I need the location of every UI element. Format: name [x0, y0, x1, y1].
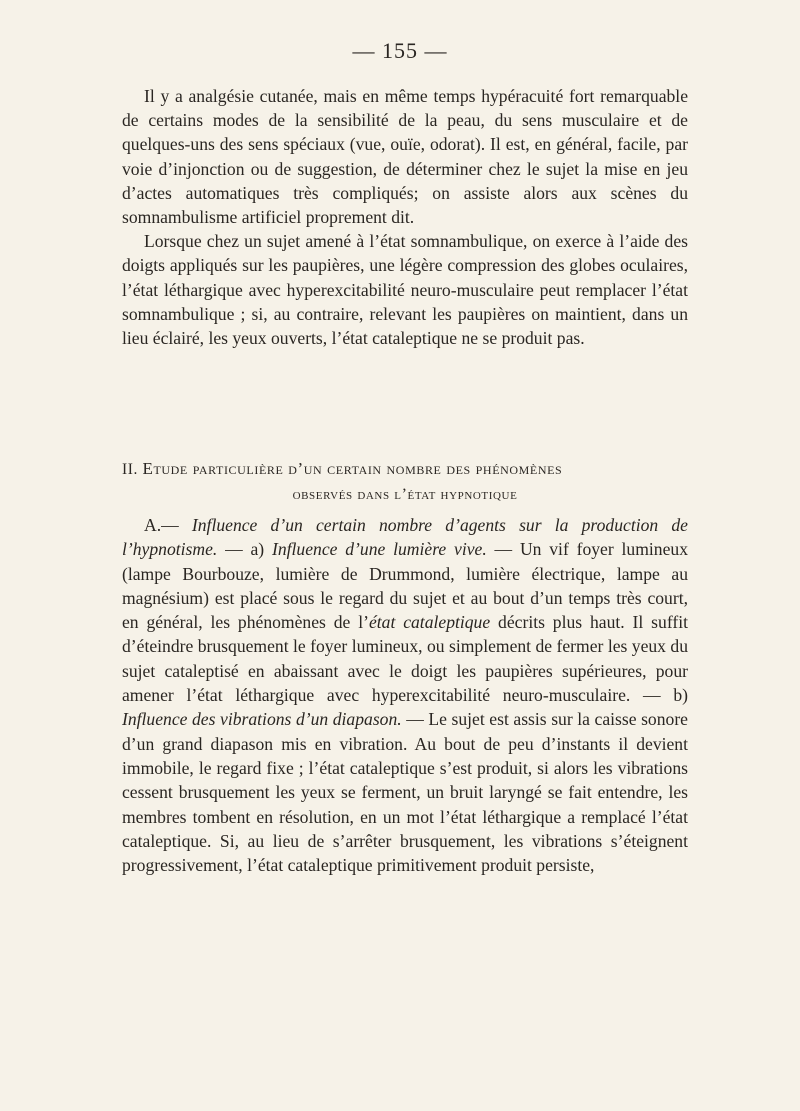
- sub-b-title: Influence des vibrations d’un diapason.: [122, 709, 402, 730]
- sub-b-text: — Le sujet est assis sur la caisse sonore d’un grand diapason mis en vibration. Au bout de peu d’instants il devient immobile, le regard fixe ; l’état cataleptique s’est produit, si alors les vibrations cessent brusquement les yeux se ferment, un bruit laryngé se fait entendre, les membres tombent en résolution, en un mot l’état léthargique a remplacé l’état cataleptique. Si, au lieu de s’arrêter brusquement, les vibrations s’éteignent progressivement, l’état cataleptique primitivement produit persiste,: [122, 709, 688, 876]
- sub-a-label: — a): [225, 539, 265, 560]
- section-title-line1: Etude particulière d’un certain nombre des phénomènes: [142, 459, 563, 478]
- section-number: II.: [122, 461, 138, 478]
- page-number: — 155 —: [352, 38, 448, 63]
- sub-b-label: b): [673, 685, 689, 706]
- sub-a-text: — Un vif foyer lumineux (lampe Bourbouze, lumière de Drummond, lumière électrique, lampe au magnésium) est placé sous le regard du sujet et au bout d’un temps très court, en général, les phénomènes de l’: [122, 539, 688, 633]
- section-heading-line1: [122, 456, 688, 482]
- body-section: [122, 513, 688, 877]
- section-title-line2: observés dans l’état hypnotique: [292, 486, 518, 503]
- sub-a-text2: décrits plus haut. Il suffit d’éteindre brusquement le foyer lumineux, ou simplement de fermer les yeux du sujet cataleptisé en abaissant avec le doigt les paupières supérieures, pour amener l’état léthargique avec hyperexcitabilité neuro-musculaire. —: [122, 612, 688, 706]
- paragraph-analgesie: Il y a analgésie cutanée, mais en même temps hypéracuité fort remarquable de certains modes de la sensibilité de la peau, du sens musculaire et de quelques-uns des sens spéciaux (vue, ouïe, odorat). Il est, en général, facile, par voie d’injonction ou de suggestion, de déterminer chez le sujet la mise en jeu d’actes automatiques très compliqués; on assiste alors aux scènes du somnambulisme artificiel proprement dit.: [122, 86, 688, 228]
- sub-a-em: état cataleptique: [368, 612, 491, 633]
- part-a-label: A.—: [144, 515, 179, 535]
- top-paragraphs: [122, 84, 688, 350]
- paragraph-somnambulique: Lorsque chez un sujet amené à l’état somnambulique, on exerce à l’aide des doigts appliqués sur les paupières, une légère compression des globes oculaires, l’état léthargique avec hyperexcitabilité neuro-musculaire peut remplacer l’état somnambulique ; si, au contraire, relevant les paupières on maintient, dans un lieu éclairé, les yeux ouverts, l’état cataleptique ne se produit pas.: [122, 231, 688, 349]
- part-a-title: Influence d’un certain nombre d’agents sur la production de l’hypnotisme.: [122, 515, 688, 560]
- section-heading: [122, 456, 688, 507]
- sub-a-title: Influence d’une lumière vive.: [271, 539, 487, 560]
- paragraph-influence: [122, 513, 688, 877]
